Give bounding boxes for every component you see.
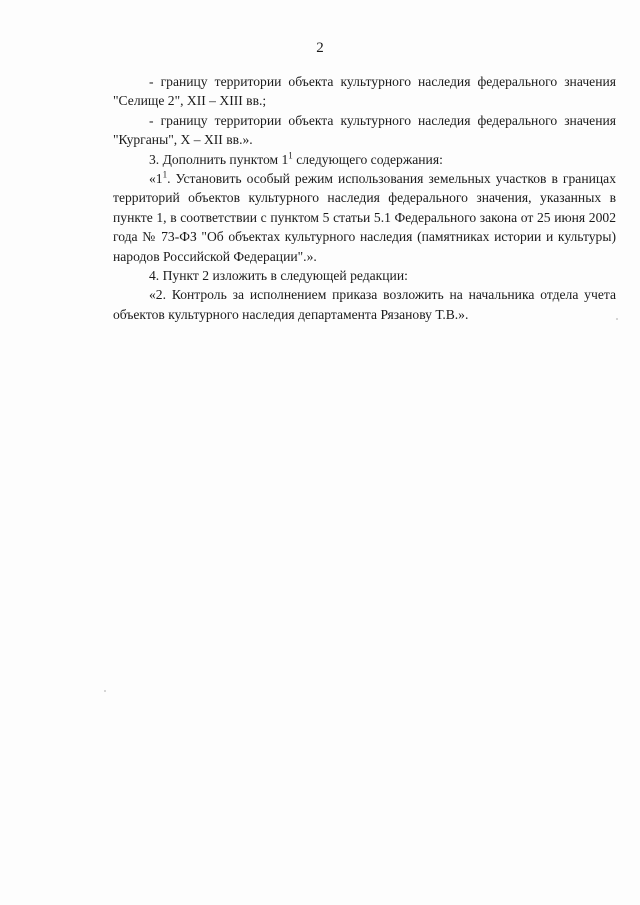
item-1-1-superscript: 1: [162, 169, 168, 180]
paragraph-item-4: 4. Пункт 2 изложить в следующей редакции:: [149, 268, 408, 284]
paragraph-item-3: [113, 150, 616, 169]
paragraph-new-item-2: «2. Контроль за исполнением приказа возложить на начальника отдела учета объектов культурного наследия департамента Рязанову Т.В.».: [113, 287, 616, 322]
item-1-1-text: . Установить особый режим использования земельных участков в границах территорий объектов культурного наследия федерального значения, указанных в пункте 1, в соответствии с пунктом 5 статьи 5.1 Федерального закона от 25 июня 2002 года № 73-ФЗ "Об объектах культурного наследия (памятниках истории и культуры) народов Российской Федерации".».: [113, 171, 616, 264]
scan-speck: [616, 318, 618, 320]
item-3-superscript: 1: [288, 150, 293, 161]
document-body: [113, 72, 616, 324]
scan-speck: [104, 690, 106, 692]
item-3-text-start: 3. Дополнить пунктом 1: [149, 151, 289, 167]
item-1-1-open: «1: [149, 171, 163, 187]
page-number: 2: [316, 40, 324, 56]
cut-off-text-line: [150, 348, 180, 352]
paragraph-boundary-selishche: - границу территории объекта культурного наследия федерального значения "Селище 2", XII – XIII вв.;: [113, 74, 616, 109]
paragraph-boundary-kurgany: - границу территории объекта культурного наследия федерального значения "Курганы", X – XII вв.».: [113, 112, 616, 148]
item-3-text-end: следующего содержания:: [292, 151, 443, 167]
paragraph-new-item-1-1: [113, 169, 616, 266]
